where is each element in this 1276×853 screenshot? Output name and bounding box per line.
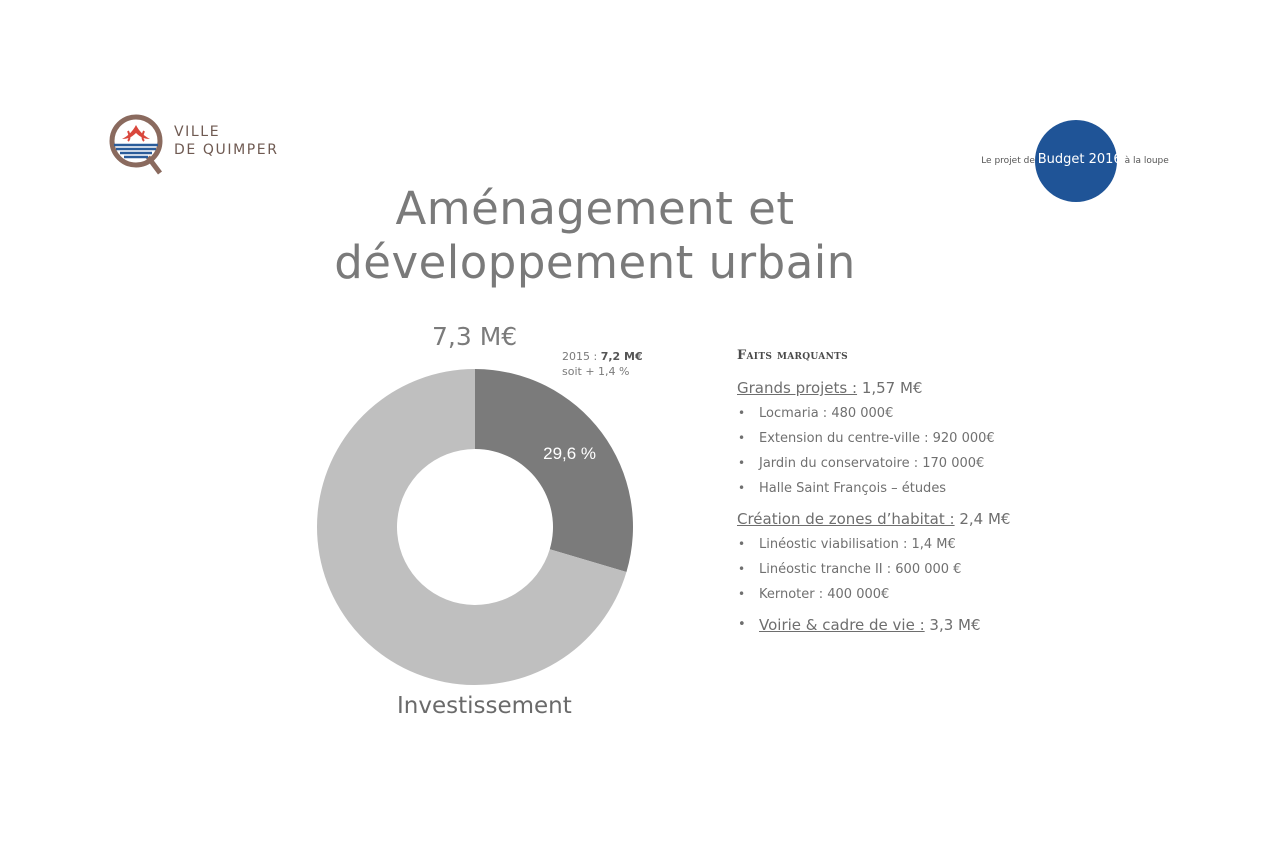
list-item: • Extension du centre-ville : 920 000€	[737, 431, 1157, 446]
investment-donut-chart	[300, 352, 650, 702]
title-line-1: Aménagement et	[395, 182, 795, 235]
previous-value: 7,2 M€	[600, 350, 643, 363]
voirie-amount: 3,3 M€	[924, 616, 981, 634]
list-item: • Linéostic viabilisation : 1,4 M€	[737, 537, 1157, 552]
donut-slice-0	[475, 369, 633, 572]
chart-xlabel: Investissement	[397, 693, 572, 719]
budget-badge	[960, 120, 1190, 202]
list-item: • Locmaria : 480 000€	[737, 406, 1157, 421]
voirie-label: Voirie & cadre de vie :	[759, 616, 925, 634]
ville-de-quimper-logo	[104, 113, 304, 179]
donut-slice-label: 29,6 %	[543, 443, 597, 463]
group-zones-habitat	[737, 510, 1157, 602]
list-item: • Kernoter : 400 000€	[737, 587, 1157, 602]
group-head-amount: 2,4 M€	[954, 510, 1011, 528]
group-grands-projets	[737, 379, 1157, 496]
total-amount: 7,3 M€	[432, 322, 518, 351]
page-title	[280, 182, 910, 290]
previous-change: soit + 1,4 %	[562, 365, 630, 378]
group-head-label: Création de zones d’habitat :	[737, 510, 955, 528]
logo-line-1: VILLE	[174, 124, 221, 140]
group-head-amount: 1,57 M€	[857, 379, 923, 397]
voirie-item	[737, 616, 1157, 634]
title-line-2: développement urbain	[334, 236, 856, 289]
list-item: • Jardin du conservatoire : 170 000€	[737, 456, 1157, 471]
quimper-emblem-icon	[104, 113, 168, 177]
badge-main: Budget 2016	[1037, 152, 1122, 167]
badge-suffix: à la loupe	[1121, 156, 1169, 166]
badge-text	[960, 152, 1190, 167]
facts-title: Faits marquants	[737, 348, 848, 363]
list-item: • Linéostic tranche II : 600 000 €	[737, 562, 1157, 577]
previous-label: 2015 :	[562, 350, 601, 363]
logo-line-2: DE QUIMPER	[174, 142, 279, 158]
group-head	[737, 510, 1157, 528]
badge-prefix: Le projet de	[981, 156, 1038, 166]
group-head	[737, 379, 1157, 397]
faits-marquants-panel	[737, 348, 1157, 634]
group-head-label: Grands projets :	[737, 379, 858, 397]
list-item: • Halle Saint François – études	[737, 481, 1157, 496]
